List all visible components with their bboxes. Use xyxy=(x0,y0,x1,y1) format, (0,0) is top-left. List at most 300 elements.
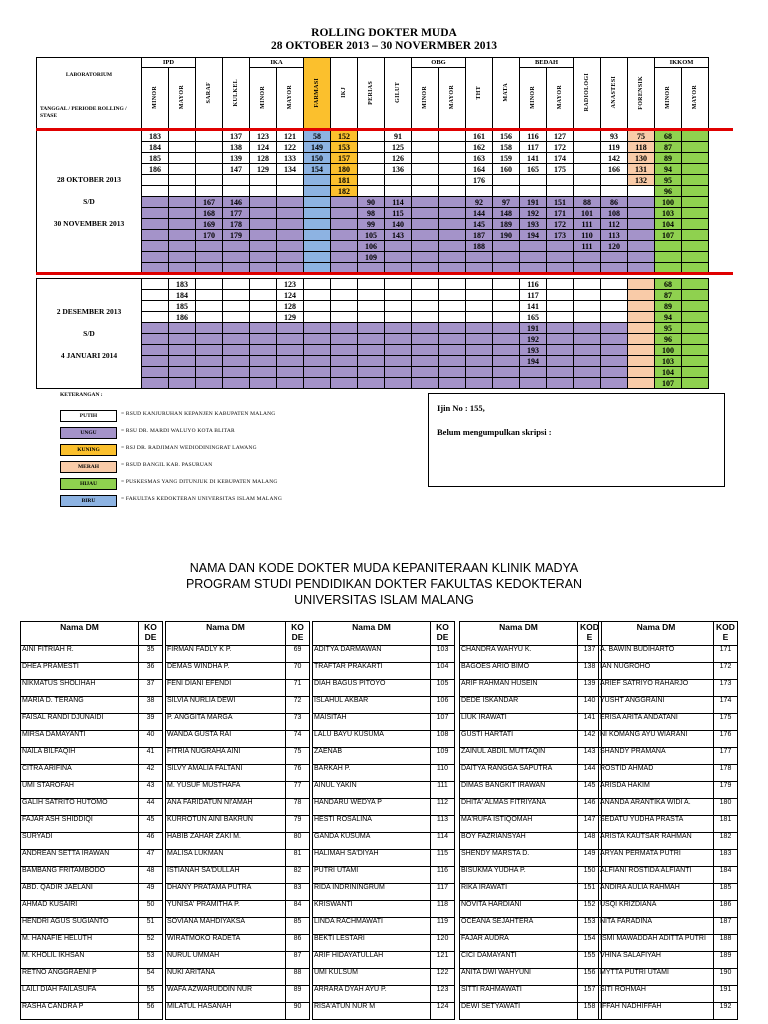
schedule-cell xyxy=(169,164,196,175)
legend-item xyxy=(60,495,360,507)
dm-code: 156 xyxy=(578,969,602,986)
schedule-cell xyxy=(277,367,304,378)
schedule-cell xyxy=(655,241,682,252)
col-subheader-label: MAYOR xyxy=(178,84,185,110)
schedule-cell xyxy=(304,323,331,334)
legend-item xyxy=(60,427,360,439)
schedule-cell xyxy=(493,323,520,334)
table-row xyxy=(599,646,738,663)
schedule-cell xyxy=(682,334,709,345)
schedule-cell: 89 xyxy=(655,153,682,164)
schedule-cell xyxy=(466,290,493,301)
dm-name: OCEANA SEJAHTERA xyxy=(460,918,578,935)
schedule-cell: 165 xyxy=(520,164,547,175)
schedule-cell xyxy=(412,367,439,378)
dm-code: 74 xyxy=(286,731,310,748)
dm-code: 119 xyxy=(431,918,455,935)
dm-name: MILATUL HASANAH xyxy=(166,1003,286,1020)
schedule-cell: 160 xyxy=(493,164,520,175)
schedule-cell: 113 xyxy=(601,230,628,241)
schedule-cell: 134 xyxy=(277,164,304,175)
schedule-cell xyxy=(574,334,601,345)
dm-code: 187 xyxy=(714,918,738,935)
schedule-cell: 117 xyxy=(520,290,547,301)
table-row xyxy=(21,765,163,782)
col-subheader-label: MINOR xyxy=(151,85,158,109)
dm-code: 46 xyxy=(139,833,163,850)
table-row xyxy=(313,697,455,714)
schedule-cell xyxy=(493,378,520,389)
dm-code: 112 xyxy=(431,799,455,816)
dm-name: ARISTA KAUTSAR RAHMAN xyxy=(599,833,714,850)
schedule-cell xyxy=(682,323,709,334)
col-subheader-label: MAYOR xyxy=(286,84,293,110)
dm-code: 142 xyxy=(578,731,602,748)
schedule-cell xyxy=(277,345,304,356)
schedule-cell xyxy=(628,323,655,334)
col-header-label: PERIAS xyxy=(367,80,374,105)
schedule-cell: 164 xyxy=(466,164,493,175)
schedule-cell xyxy=(385,323,412,334)
schedule-cell xyxy=(331,312,358,323)
col-header-radiologi xyxy=(574,58,601,131)
schedule-cell xyxy=(169,334,196,345)
dm-name: FAJAR ASH SHIDDIQI xyxy=(21,816,139,833)
schedule-cell xyxy=(682,312,709,323)
schedule-cell xyxy=(250,279,277,290)
schedule-cell xyxy=(223,301,250,312)
schedule-cell xyxy=(628,334,655,345)
code-header: KOD E xyxy=(578,622,602,646)
schedule-cell xyxy=(358,312,385,323)
col-subheader-label: MINOR xyxy=(529,85,536,109)
dm-code: 84 xyxy=(286,901,310,918)
table-row xyxy=(21,714,163,731)
dm-name: LAILI DIAH FAILASUFA xyxy=(21,986,139,1003)
schedule-cell: 141 xyxy=(520,301,547,312)
schedule-cell xyxy=(331,197,358,208)
schedule-cell: 138 xyxy=(223,142,250,153)
dm-code: 173 xyxy=(714,680,738,697)
dm-code: 73 xyxy=(286,714,310,731)
table-row xyxy=(166,697,310,714)
schedule-cell: 193 xyxy=(520,345,547,356)
schedule-cell xyxy=(385,378,412,389)
schedule-cell xyxy=(628,230,655,241)
dm-name: M. HANAFIE HELUTH xyxy=(21,935,139,952)
schedule-cell xyxy=(358,175,385,186)
schedule-cell xyxy=(196,241,223,252)
dm-code: 104 xyxy=(431,663,455,680)
dm-name: LIUK IRAWATI xyxy=(460,714,578,731)
dm-name: UMI STAROFAH xyxy=(21,782,139,799)
schedule-cell: 189 xyxy=(493,219,520,230)
dm-name: HENDRI AGUS SUGIANTO xyxy=(21,918,139,935)
schedule-cell xyxy=(601,290,628,301)
dm-name: ZAINUL ABDIL MUTTAQIN xyxy=(460,748,578,765)
schedule-cell xyxy=(142,367,169,378)
schedule-cell xyxy=(169,142,196,153)
dm-name: ARISDA HAKIM xyxy=(599,782,714,799)
dm-code: 174 xyxy=(714,697,738,714)
dm-name: ANDREAN SETTA IRAWAN xyxy=(21,850,139,867)
dm-code: 189 xyxy=(714,952,738,969)
dm-name: RIDA INDRININGRUM xyxy=(313,884,431,901)
schedule-cell: 95 xyxy=(655,323,682,334)
col-subheader-label: MINOR xyxy=(259,85,266,109)
schedule-cell: 88 xyxy=(574,197,601,208)
schedule-cell xyxy=(412,301,439,312)
dm-name: RASHA CANDRA P xyxy=(21,1003,139,1020)
dm-name: CITRA ARIFINA xyxy=(21,765,139,782)
col-header-kulkel xyxy=(223,58,250,131)
table-row xyxy=(313,731,455,748)
schedule-cell xyxy=(628,312,655,323)
schedule-cell xyxy=(574,323,601,334)
dm-code: 137 xyxy=(578,646,602,663)
dm-name: PUTRI UTAMI xyxy=(313,867,431,884)
schedule-cell xyxy=(493,175,520,186)
schedule-cell: 116 xyxy=(520,131,547,142)
table-row xyxy=(21,969,163,986)
table-row xyxy=(313,935,455,952)
dm-name: CHANDRA WAHYU K. xyxy=(460,646,578,663)
col-header-saraf xyxy=(196,58,223,131)
dm-name: MARIA D. TERANG xyxy=(21,697,139,714)
schedule-cell: 172 xyxy=(547,219,574,230)
dm-code: 111 xyxy=(431,782,455,799)
schedule-cell xyxy=(574,131,601,142)
table-row xyxy=(166,901,310,918)
schedule-cell xyxy=(601,279,628,290)
names-heading-line1: NAMA DAN KODE DOKTER MUDA KEPANITERAAN KLINIK MADYA xyxy=(189,561,579,575)
table-row xyxy=(166,765,310,782)
schedule-cell: 90 xyxy=(358,197,385,208)
dm-code: 123 xyxy=(431,986,455,1003)
schedule-cell xyxy=(466,252,493,263)
table-row xyxy=(21,799,163,816)
dm-name: YUSHT ANGGRAINI xyxy=(599,697,714,714)
dm-code: 181 xyxy=(714,816,738,833)
schedule-cell xyxy=(574,378,601,389)
col-header-label: MATA xyxy=(502,83,509,102)
col-subheader-label: MAYOR xyxy=(691,84,698,110)
schedule-cell xyxy=(385,312,412,323)
schedule-cell xyxy=(439,153,466,164)
schedule-cell: 148 xyxy=(493,208,520,219)
dm-code: 43 xyxy=(139,782,163,799)
dm-name: CICI DAMAYANTI xyxy=(460,952,578,969)
dm-code: 87 xyxy=(286,952,310,969)
schedule-cell xyxy=(196,252,223,263)
dm-name: ANA FARIDATUN NI'AMAH xyxy=(166,799,286,816)
dm-name: ZAENAB xyxy=(313,748,431,765)
schedule-cell xyxy=(385,334,412,345)
col-header-label: FARMASI xyxy=(313,77,320,108)
dm-code: 118 xyxy=(431,901,455,918)
dm-name: DIMAS BANGKIT IRAWAN xyxy=(460,782,578,799)
legend-swatch: UNGU xyxy=(60,427,117,439)
dm-name: FENI DIANI EFENDI xyxy=(166,680,286,697)
schedule-cell xyxy=(250,241,277,252)
dm-code: 180 xyxy=(714,799,738,816)
legend-swatch: KUNING xyxy=(60,444,117,456)
schedule-cell: 161 xyxy=(466,131,493,142)
schedule-cell xyxy=(142,345,169,356)
legend-text: = PUSKESMAS YANG DITUNJUK DI KEBUPATEN MALANG xyxy=(121,479,278,485)
schedule-cell: 125 xyxy=(385,142,412,153)
dm-name: SHENDY MARSTA D. xyxy=(460,850,578,867)
schedule-cell: 170 xyxy=(196,230,223,241)
schedule-cell: 194 xyxy=(520,230,547,241)
schedule-cell xyxy=(601,252,628,263)
code-header: KO DE xyxy=(139,622,163,646)
legend-item xyxy=(60,410,360,422)
schedule-cell xyxy=(682,186,709,197)
schedule-cell xyxy=(682,279,709,290)
schedule-cell xyxy=(358,142,385,153)
dm-name: ANDIRA AULIA RAHMAH xyxy=(599,884,714,901)
table-row xyxy=(313,714,455,731)
dm-code: 88 xyxy=(286,969,310,986)
schedule-cell: 68 xyxy=(655,279,682,290)
dm-name: KURROTUN AINI BAKRUN xyxy=(166,816,286,833)
table-row xyxy=(166,884,310,901)
schedule-cell xyxy=(520,367,547,378)
schedule-cell xyxy=(250,356,277,367)
table-row xyxy=(313,969,455,986)
schedule-cell xyxy=(439,279,466,290)
table-row xyxy=(166,850,310,867)
schedule-cell xyxy=(520,378,547,389)
col-subheader xyxy=(682,68,709,131)
schedule-cell xyxy=(682,142,709,153)
schedule-cell xyxy=(574,345,601,356)
table-row xyxy=(21,884,163,901)
schedule-cell xyxy=(250,186,277,197)
schedule-cell xyxy=(169,345,196,356)
schedule-cell xyxy=(628,197,655,208)
col-header-gilut xyxy=(385,58,412,131)
dm-code: 47 xyxy=(139,850,163,867)
schedule-cell: 171 xyxy=(547,208,574,219)
schedule-cell xyxy=(358,334,385,345)
schedule-cell: 141 xyxy=(520,153,547,164)
schedule-cell xyxy=(169,367,196,378)
dm-name: MALISA LUKMAN xyxy=(166,850,286,867)
schedule-cell: 104 xyxy=(655,367,682,378)
schedule-cell xyxy=(601,323,628,334)
corner-bottom-label: TANGGAL / PERIODE ROLLING / STASE xyxy=(40,105,127,119)
dm-code: 182 xyxy=(714,833,738,850)
dm-code: 40 xyxy=(139,731,163,748)
dm-code: 49 xyxy=(139,884,163,901)
dm-name: ADITYA DARMAWAN xyxy=(313,646,431,663)
legend-text: = RSUD BANGIL KAB. PASURUAN xyxy=(121,462,213,468)
legend-swatch: PUTIH xyxy=(60,410,117,422)
schedule-cell: 96 xyxy=(655,334,682,345)
schedule-cell: 154 xyxy=(304,164,331,175)
schedule-cell: 108 xyxy=(601,208,628,219)
dm-name: NAILA BILFAQIH xyxy=(21,748,139,765)
names-table xyxy=(459,621,602,1020)
schedule-cell xyxy=(223,345,250,356)
schedule-cell xyxy=(601,367,628,378)
schedule-cell xyxy=(331,356,358,367)
dm-name: LALU BAYU KUSUMA xyxy=(313,731,431,748)
schedule-cell xyxy=(250,230,277,241)
col-subheader-label: MINOR xyxy=(421,85,428,109)
schedule-cell xyxy=(331,378,358,389)
schedule-cell: 123 xyxy=(250,131,277,142)
table-row xyxy=(599,765,738,782)
rolling-table xyxy=(36,57,709,389)
period-label xyxy=(37,279,142,389)
dm-name: DEMAS WINDHA P. xyxy=(166,663,286,680)
schedule-cell: 191 xyxy=(520,197,547,208)
schedule-date-range: 28 OKTOBER 2013 – 30 NOVERMBER 2013 xyxy=(271,40,497,52)
legend-swatch: HIJAU xyxy=(60,478,117,490)
table-row xyxy=(166,714,310,731)
schedule-cell: 179 xyxy=(223,230,250,241)
name-header: Nama DM xyxy=(21,622,139,646)
schedule-cell xyxy=(412,323,439,334)
dm-name: DEDE ISKANDAR xyxy=(460,697,578,714)
schedule-cell xyxy=(412,131,439,142)
col-header-label: GILUT xyxy=(394,82,401,103)
schedule-cell xyxy=(628,378,655,389)
col-subheader-label: MAYOR xyxy=(556,84,563,110)
schedule-cell xyxy=(223,241,250,252)
dm-name: BARKAH P. xyxy=(313,765,431,782)
schedule-cell xyxy=(250,312,277,323)
schedule-cell: 157 xyxy=(331,153,358,164)
dm-code: 141 xyxy=(578,714,602,731)
schedule-cell xyxy=(601,334,628,345)
schedule-cell xyxy=(142,301,169,312)
table-row xyxy=(460,816,602,833)
name-header: Nama DM xyxy=(313,622,431,646)
schedule-cell: 152 xyxy=(331,131,358,142)
schedule-cell xyxy=(439,290,466,301)
names-table xyxy=(165,621,310,1020)
schedule-cell xyxy=(304,197,331,208)
names-table xyxy=(312,621,455,1020)
dm-name: ANITA DWI WAHYUNI xyxy=(460,969,578,986)
dm-code: 56 xyxy=(139,1003,163,1020)
dm-name: DIAH BAGUS PITOYO xyxy=(313,680,431,697)
schedule-cell: 128 xyxy=(250,153,277,164)
legend-title: KETERANGAN : xyxy=(60,392,103,398)
table-row xyxy=(460,697,602,714)
schedule-cell xyxy=(169,219,196,230)
dm-code: 52 xyxy=(139,935,163,952)
schedule-cell xyxy=(493,290,520,301)
schedule-cell xyxy=(628,290,655,301)
dm-code: 48 xyxy=(139,867,163,884)
table-row xyxy=(599,850,738,867)
col-subheader xyxy=(439,68,466,131)
period-start: 2 DESEMBER 2013 xyxy=(56,306,122,316)
schedule-cell xyxy=(628,367,655,378)
schedule-cell: 129 xyxy=(277,312,304,323)
dm-name: AINUL YAKIN xyxy=(313,782,431,799)
schedule-cell xyxy=(628,208,655,219)
schedule-cell xyxy=(574,186,601,197)
schedule-cell xyxy=(169,230,196,241)
dm-name: BAMBANG FRITAMBODO xyxy=(21,867,139,884)
schedule-cell xyxy=(439,230,466,241)
names-heading-line2: PROGRAM STUDI PENDIDIKAN DOKTER FAKULTAS KEDOKTERAN xyxy=(185,577,583,591)
schedule-cell xyxy=(169,252,196,263)
table-row xyxy=(21,952,163,969)
dm-name: A. BAWIN BUDIHARTO xyxy=(599,646,714,663)
schedule-cell xyxy=(169,197,196,208)
code-header: KO DE xyxy=(286,622,310,646)
schedule-cell: 180 xyxy=(331,164,358,175)
dm-name: HESTI ROSALINA xyxy=(313,816,431,833)
dm-code: 121 xyxy=(431,952,455,969)
table-row xyxy=(460,731,602,748)
schedule-cell xyxy=(385,186,412,197)
schedule-cell: 92 xyxy=(466,197,493,208)
schedule-cell xyxy=(520,175,547,186)
dm-name: VHINA SALAFIYAH xyxy=(599,952,714,969)
schedule-cell xyxy=(466,334,493,345)
period-sd: S/D xyxy=(83,328,95,338)
dm-name: HABIB ZAHAR ZAKI M. xyxy=(166,833,286,850)
schedule-cell xyxy=(196,323,223,334)
schedule-cell xyxy=(223,279,250,290)
schedule-cell xyxy=(223,334,250,345)
schedule-cell xyxy=(142,208,169,219)
schedule-cell: 147 xyxy=(223,164,250,175)
dm-code: 103 xyxy=(431,646,455,663)
table-row xyxy=(599,952,738,969)
schedule-cell xyxy=(250,197,277,208)
col-subheader xyxy=(169,68,196,131)
schedule-cell: 111 xyxy=(574,219,601,230)
table-row xyxy=(460,867,602,884)
dm-code: 120 xyxy=(431,935,455,952)
schedule-cell xyxy=(196,345,223,356)
schedule-cell xyxy=(331,241,358,252)
table-row xyxy=(21,782,163,799)
schedule-cell: 176 xyxy=(466,175,493,186)
group-header: OBG xyxy=(412,58,466,68)
schedule-cell: 166 xyxy=(601,164,628,175)
schedule-cell xyxy=(574,252,601,263)
schedule-cell xyxy=(196,164,223,175)
table-row xyxy=(166,782,310,799)
dm-code: 75 xyxy=(286,748,310,765)
schedule-cell xyxy=(466,186,493,197)
table-row xyxy=(599,901,738,918)
schedule-cell xyxy=(385,367,412,378)
table-row xyxy=(599,1003,738,1020)
dm-name: DHEA PRAMESTI xyxy=(21,663,139,680)
schedule-cell: 186 xyxy=(142,164,169,175)
schedule-cell xyxy=(547,186,574,197)
schedule-cell: 172 xyxy=(547,142,574,153)
schedule-cell xyxy=(277,356,304,367)
table-row xyxy=(313,748,455,765)
table-row xyxy=(313,986,455,1003)
dm-name: USQI KRIZDIANA xyxy=(599,901,714,918)
schedule-cell: 153 xyxy=(331,142,358,153)
schedule-cell xyxy=(358,153,385,164)
dm-name: NUKI ARITANA xyxy=(166,969,286,986)
